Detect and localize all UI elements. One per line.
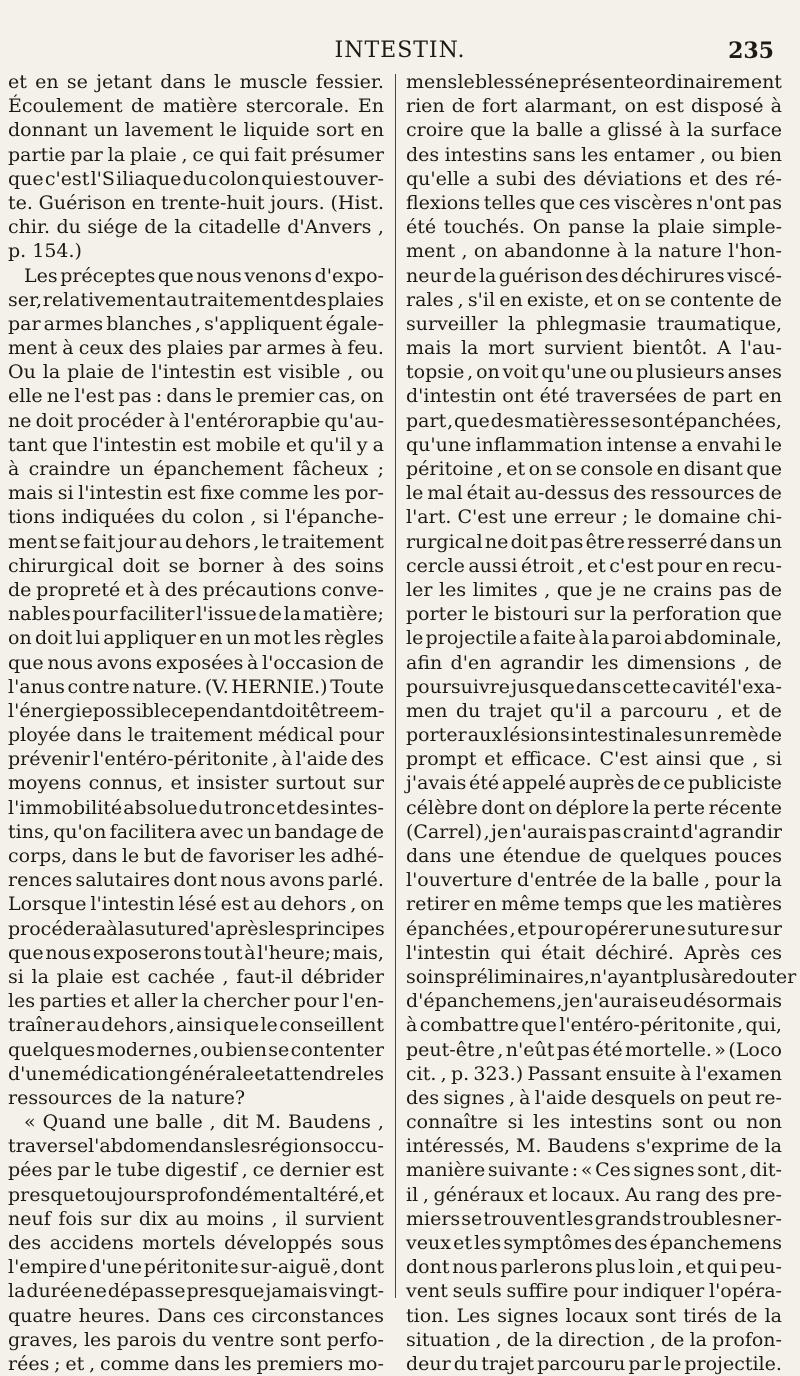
text-line: miers se trouvent les grands troubles ner- (406, 1207, 782, 1230)
text-line: on doit lui appliquer en un mot les règles (8, 627, 384, 650)
text-line: rales , s'il en existe, et on se contente de (406, 288, 782, 311)
text-line: la durée ne dépasse presque jamais vingt- (8, 1280, 384, 1303)
text-line: les parties et aller la chercher pour l'en- (8, 990, 384, 1013)
text-line: croire que la balle a glissé à la surface (406, 119, 782, 142)
text-line: pées par le tube digestif , ce dernier est (8, 1159, 384, 1182)
text-line: (Carrel) , je n'aurais pas craint d'agrandir (406, 820, 782, 843)
text-line: afin d'en agrandir les dimensions , de (406, 651, 782, 674)
text-line: graves, les parois du ventre sont perfo- (8, 1328, 384, 1351)
text-line: d'une médication générale et attendre les (8, 1062, 384, 1085)
text-line: péritoine , et on se console en disant que (406, 458, 782, 480)
text-line: soins préliminaires, n'ayant plus à redouter (406, 965, 797, 988)
text-line: p. 154.) (8, 240, 82, 263)
text-line: l'empire d'une péritonite sur-aiguë , dont (8, 1256, 384, 1279)
text-line: intéressés, M. Baudens s'exprime de la (406, 1135, 782, 1158)
text-line: tins, qu'on facilitera avec un bandage de (8, 820, 384, 843)
text-line: des accidens mortels développés sous (8, 1232, 384, 1254)
text-line: à combattre que l'entéro-péritonite , qui, (406, 1014, 782, 1037)
text-line: neuf fois sur dix au moins , il survient (8, 1207, 384, 1230)
text-line: presque toujours profondément altéré , et (8, 1183, 384, 1206)
text-line: mens le blessé ne présente ordinairement (406, 71, 782, 93)
text-line: et en se jetant dans le muscle fessier. (8, 71, 384, 93)
text-line: manière suivante : « Ces signes sont , dit- (406, 1159, 782, 1182)
text-line: l'intestin qui était déchiré. Après ces (406, 941, 782, 964)
text-line: traîner au dehors , ainsi que le conseillent (8, 1014, 384, 1037)
text-line: d'intestin ont été traversées de part en (406, 385, 782, 408)
text-line: vent seuls suffire pour indiquer l'opéra- (406, 1280, 782, 1303)
text-line: chir. du siége de la citadelle d'Anvers , (8, 216, 384, 239)
text-line: rien de fort alarmant, on est disposé à (406, 95, 782, 118)
text-line: ler les limites , que je ne crains pas de (406, 578, 782, 601)
right-column (406, 70, 797, 1375)
text-line: moyens connus, et insister surtout sur (8, 772, 384, 795)
text-line: rées ; et , comme dans les premiers mo- (8, 1352, 384, 1375)
text-line: qu'une inflammation intense a envahi le (406, 433, 782, 456)
text-line: été touchés. On panse la plaie simple- (406, 216, 782, 239)
text-line: topsie , on voit qu'une ou plusieurs anses (406, 361, 782, 384)
text-line: tions indiquées du colon , si l'épanche- (8, 506, 384, 529)
text-line: le mal était au-dessus des ressources de (406, 482, 782, 505)
text-line: situation , de la direction , de la profon- (406, 1328, 782, 1351)
text-line: des signes , à l'aide desquels on peut re- (406, 1086, 782, 1109)
column-divider (395, 74, 396, 1298)
text-line: procédera à la suture d'après les principes (8, 917, 385, 940)
text-line: ment à ceux des plaies par armes à feu. (8, 337, 384, 360)
text-line: que nous avons exposées à l'occasion de (8, 651, 384, 674)
text-line: ment se fait jour au dehors , le traitement (8, 530, 384, 553)
text-line: Écoulement de matière stercorale. En (8, 95, 384, 118)
text-line: ressources de la nature? (8, 1086, 246, 1109)
text-line: prévenir l'entéro-péritonite , à l'aide des (8, 748, 384, 771)
text-line: te. Guérison en trente-huit jours. (Hist. (8, 191, 384, 214)
text-line: poursuivre jusque dans cette cavité l'exa- (406, 675, 782, 698)
text-line: veux et les symptômes des épanchemens (406, 1232, 782, 1254)
text-line: deur du trajet parcouru par le projectile. (406, 1352, 782, 1375)
text-line: porter le bistouri sur la perforation que (406, 603, 782, 626)
text-line: mais la mort survient bientôt. A l'au- (406, 337, 782, 360)
text-line: d'épanchemens , je n'aurais eu désormais (406, 990, 782, 1013)
text-line: l'art. C'est une erreur ; le domaine chi- (406, 506, 782, 529)
text-line: partie par la plaie , ce qui fait présumer (8, 143, 384, 166)
text-line: porter aux lésions intestinales un remède (406, 724, 782, 747)
text-line: dont nous parlerons plus loin , et qui peu- (406, 1256, 782, 1279)
text-line: connaître si les intestins sont ou non (406, 1111, 782, 1134)
text-line: que nous exposerons tout à l'heure; mais, (8, 941, 384, 964)
text-line: par armes blanches , s'appliquent égale- (8, 312, 384, 335)
left-column (8, 70, 385, 1375)
text-line: si la plaie est cachée , faut-il débrider (8, 965, 384, 988)
page-title: INTESTIN. (334, 38, 466, 63)
text-line: ser, relativement au traitement des plaies (8, 288, 384, 311)
text-line: men du trajet qu'il a parcouru , et de (406, 699, 782, 722)
text-line: rurgical ne doit pas être resserré dans un (406, 530, 782, 553)
text-line: cercle aussi étroit , et c'est pour en recu- (406, 554, 782, 577)
text-line: célèbre dont on déplore la perte récente (406, 796, 782, 819)
text-line: l'énergie possible cependant doit être em- (8, 699, 385, 722)
text-line: neur de la guérison des déchirures viscé- (406, 264, 782, 287)
text-line: donnant un lavement le liquide sort en (8, 119, 384, 142)
text-line: l'anus contre nature. (V. HERNIE.) Toute (8, 675, 384, 698)
text-line: l'immobilité absolue du tronc et des intes- (8, 796, 384, 819)
text-line: Ou la plaie de l'intestin est visible , ou (8, 361, 384, 384)
text-line: dans une étendue de quelques pouces (406, 845, 782, 867)
text-line: l'ouverture d'entrée de la balle , pour la (406, 869, 782, 892)
text-line: Les préceptes que nous venons d'expo- (24, 264, 384, 287)
text-line: chirurgical doit se borner à des soins (8, 554, 384, 577)
text-line: qu'elle a subi des déviations et des ré- (406, 167, 782, 190)
text-line: corps, dans le but de favoriser les adhé- (8, 845, 384, 867)
running-header (0, 36, 800, 72)
text-line: quelques modernes , ou bien se contenter (8, 1038, 384, 1061)
text-line: des intestins sans les entamer , ou bien (406, 143, 782, 166)
text-line: nables pour faciliter l'issue de la matière; (8, 603, 384, 626)
text-line: épanchées , et pour opérer une suture sur (406, 917, 782, 940)
text-line: tion. Les signes locaux sont tirés de la (406, 1304, 782, 1327)
text-line: peut-être , n'eût pas été mortelle. » (Loco (406, 1038, 782, 1061)
text-line: quatre heures. Dans ces circonstances (8, 1304, 384, 1327)
text-line: mais si l'intestin est fixe comme les por- (8, 482, 384, 505)
text-line: le projectile a faite à la paroi abdominale, (406, 627, 782, 650)
text-line: prompt et efficace. C'est ainsi que , si (406, 748, 782, 771)
text-line: elle ne l'est pas : dans le premier cas, on (8, 385, 384, 408)
text-line: j'avais été appelé auprès de ce publiciste (406, 772, 782, 795)
page-number: 235 (728, 38, 774, 64)
text-line: que c'est l'S iliaque du colon qui est ouver- (8, 167, 384, 190)
text-line: « Quand une balle , dit M. Baudens , (24, 1111, 384, 1134)
text-line: traverse l'abdomen dans les régions occu- (8, 1135, 384, 1158)
text-line: cit. , p. 323.) Passant ensuite à l'examen (406, 1062, 782, 1085)
text-line: retirer en même temps que les matières (406, 893, 782, 916)
text-line: à craindre un épanchement fâcheux ; (8, 458, 384, 480)
text-line: surveiller la phlegmasie traumatique, (406, 312, 782, 335)
text-line: de propreté et à des précautions conve- (8, 578, 384, 601)
text-line: rences salutaires dont nous avons parlé. (8, 869, 384, 892)
text-line: il , généraux et locaux. Au rang des pre- (406, 1183, 782, 1206)
text-line: flexions telles que ces viscères n'ont pas (406, 191, 782, 214)
text-line: tant que l'intestin est mobile et qu'il y a (8, 433, 384, 456)
text-line: ment , on abandonne à la nature l'hon- (406, 240, 782, 263)
text-line: ployée dans le traitement médical pour (8, 724, 384, 747)
text-line: Lorsque l'intestin lésé est au dehors , on (8, 893, 384, 916)
text-line: part , que des matières se sont épanchées, (406, 409, 782, 432)
text-line: ne doit procéder à l'entérorapbie qu'au- (8, 409, 384, 432)
